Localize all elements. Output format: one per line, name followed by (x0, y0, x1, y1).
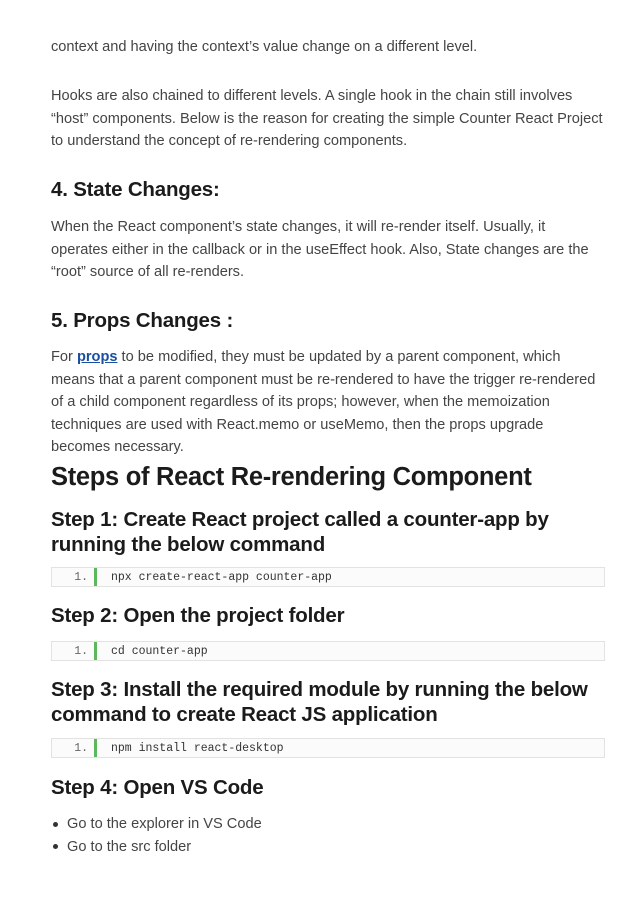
step2-code: cd counter-app (111, 644, 208, 658)
step3-code: npm install react-desktop (111, 741, 284, 755)
props-prefix: For (51, 349, 77, 365)
props-suffix: to be modified, they must be updated by a parent component, which means that a parent component must be re-rendered to have the trigger re-rendered of a child component regardless of its props; however, when the memoization techniques are used with React.memo or useMemo, then the props upgrade becomes necessary. (51, 349, 596, 455)
step1-line-number: 1. (74, 570, 88, 584)
list-item (51, 836, 262, 859)
step1-heading: Step 1: Create React project called a counter-app by running the below command (51, 508, 549, 556)
step4-heading: Step 4: Open VS Code (51, 776, 264, 799)
step2-heading: Step 2: Open the project folder (51, 604, 345, 627)
paragraph-context-end: context and having the context’s value change on a different level. (51, 39, 478, 55)
paragraph-state: When the React component’s state changes, it will re-render itself. Usually, it operates either in the callback or in the useEffect hook. Also, State changes are the “root” source of all re-renders. (51, 219, 589, 280)
step3-line-number: 1. (74, 741, 88, 755)
code-gutter-bar (94, 642, 97, 660)
step1-code: npx create-react-app counter-app (111, 570, 332, 584)
step2-line-number: 1. (74, 644, 88, 658)
props-link[interactable]: props (76, 349, 118, 365)
step3-heading: Step 3: Install the required module by running the below command to create React JS application (51, 678, 588, 726)
step3-code-block (51, 738, 605, 758)
code-gutter-bar (94, 568, 97, 586)
code-gutter-bar (94, 739, 97, 757)
list-item-text: Go to the src folder (67, 838, 192, 855)
list-item (51, 813, 262, 836)
bullet-icon (53, 844, 58, 849)
paragraph-hooks: Hooks are also chained to different levels. A single hook in the chain still involves “host” components. Below is the reason for creating the simple Counter React Project to understand the concept of re-rendering components. (51, 88, 603, 149)
list-item-text: Go to the explorer in VS Code (67, 816, 262, 832)
paragraph-props (51, 346, 605, 459)
heading-steps: Steps of React Re-rendering Component (51, 463, 532, 491)
heading-props-changes: 5. Props Changes : (51, 309, 234, 332)
step2-code-block (51, 641, 605, 661)
step4-bullet-list (51, 813, 262, 858)
step1-code-block (51, 567, 605, 587)
bullet-icon (53, 822, 58, 827)
heading-state-changes: 4. State Changes: (51, 178, 220, 201)
